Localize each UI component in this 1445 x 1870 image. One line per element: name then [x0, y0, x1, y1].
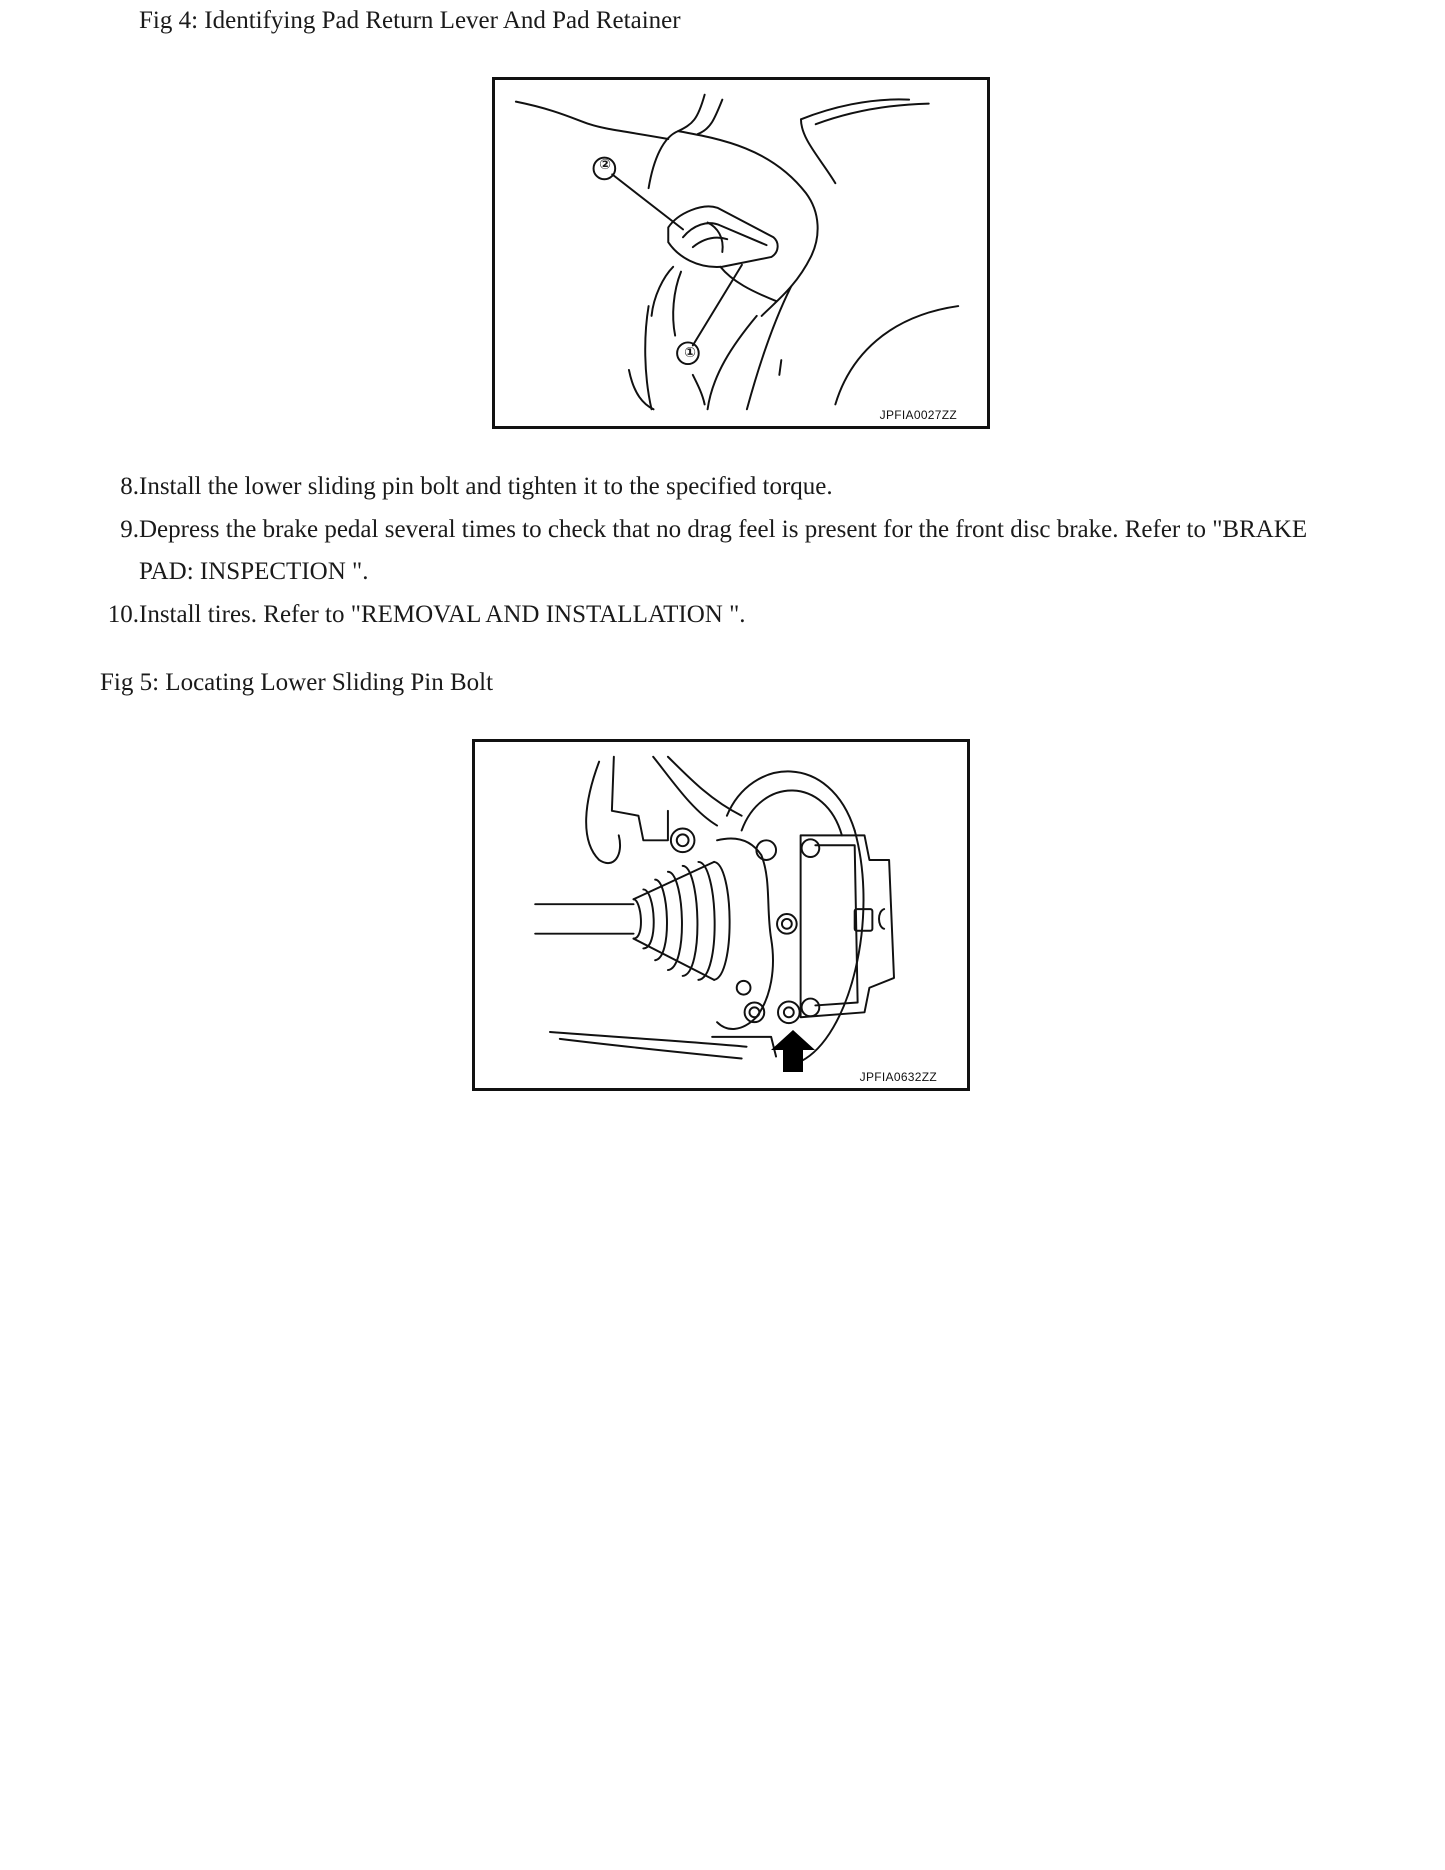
step-text: Install tires. Refer to "REMOVAL AND INSTALLATION ". [139, 601, 746, 628]
arrow-up-icon [771, 1030, 815, 1072]
figure-5-illustration [472, 739, 970, 1091]
callout-1-label: ① [684, 345, 696, 361]
figure-5-code: JPFIA0632ZZ [859, 1070, 937, 1084]
list-item [99, 466, 1359, 508]
figure-4-code: JPFIA0027ZZ [879, 408, 957, 422]
step-number: 9. [120, 516, 139, 543]
step-number: 8. [120, 473, 139, 500]
figure-4-caption: Fig 4: Identifying Pad Return Lever And Pad Retainer [139, 7, 681, 34]
step-number: 10. [107, 601, 139, 628]
step-text: Depress the brake pedal several times to check that no drag feel is present for the front disc brake. Refer to "BRAKE PAD: INSPECTION ". [139, 516, 1308, 585]
step-text: Install the lower sliding pin bolt and tighten it to the specified torque. [139, 473, 833, 500]
list-item [99, 509, 1359, 593]
callout-2-label: ② [599, 157, 611, 173]
figure-5-caption: Fig 5: Locating Lower Sliding Pin Bolt [100, 669, 494, 696]
figure-4-illustration [492, 77, 990, 429]
list-item [99, 594, 1359, 636]
